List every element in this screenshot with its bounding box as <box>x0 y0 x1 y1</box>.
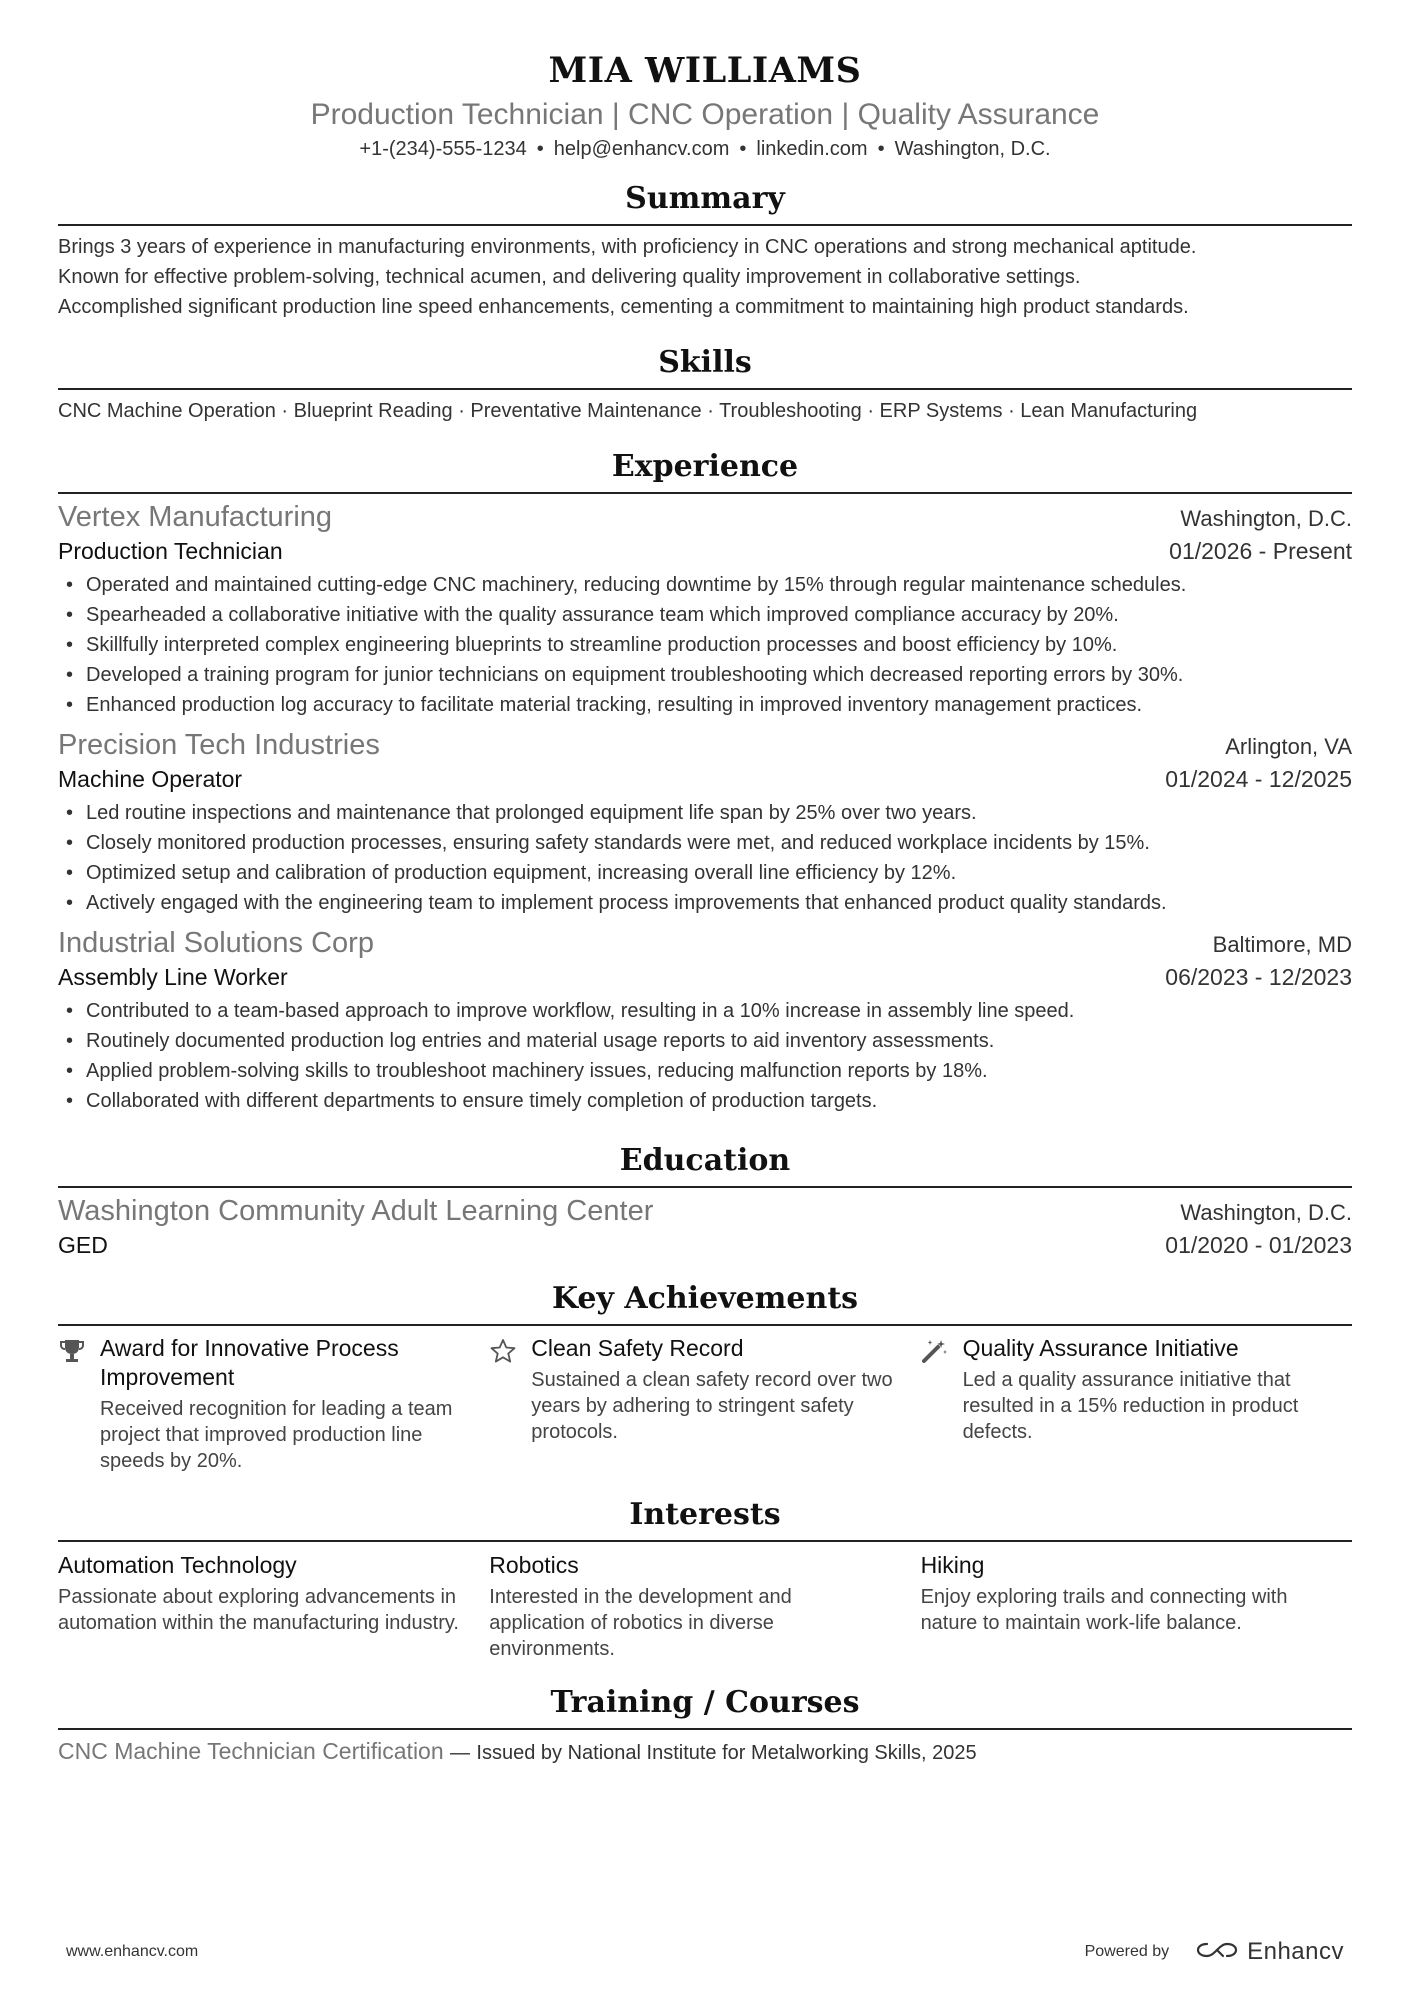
achievement-desc: Led a quality assurance initiative that resulted in a 15% reduction in product defects. <box>962 1369 1299 1443</box>
list-item: • Led routine inspections and maintenance that prolonged equipment life span by 25% over two years. <box>58 798 1352 828</box>
list-item: • Actively engaged with the engineering team to implement process improvements that enhanced product quality standards. <box>58 888 1352 918</box>
summary-text <box>58 232 1352 322</box>
education-dates: 01/2020 - 01/2023 <box>1165 1232 1352 1258</box>
job-location: Washington, D.C. <box>1180 506 1352 531</box>
course-name: CNC Machine Technician Certification <box>58 1738 444 1764</box>
section-heading-experience: Experience <box>58 448 1352 494</box>
linkedin-link[interactable]: linkedin.com <box>756 138 868 160</box>
interest-item <box>489 1550 920 1662</box>
trophy-icon <box>58 1334 100 1474</box>
list-item: • Spearheaded a collaborative initiative with the quality assurance team which improved compliance accuracy by 20%. <box>58 600 1352 630</box>
job-dates: 01/2024 - 12/2025 <box>1165 766 1352 792</box>
skills-section <box>58 344 1352 426</box>
interest-desc: Passionate about exploring advancements in automation within the manufacturing industry. <box>58 1586 459 1634</box>
list-item: • Closely monitored production processes, ensuring safety standards were met, and reduced workplace incidents by 15%. <box>58 828 1352 858</box>
achievement-item <box>921 1334 1352 1474</box>
list-item: • Contributed to a team-based approach to improve workflow, resulting in a 10% increase in assembly line speed. <box>58 996 1352 1026</box>
interest-desc: Interested in the development and application of robotics in diverse environments. <box>489 1586 792 1660</box>
list-item: • Applied problem-solving skills to troubleshoot machinery issues, reducing malfunction reports by 18%. <box>58 1056 1352 1086</box>
achievement-title: Award for Innovative Process Improvement <box>100 1335 399 1390</box>
section-heading-achievements: Key Achievements <box>58 1280 1352 1326</box>
interest-item <box>921 1550 1352 1662</box>
list-item: • Optimized setup and calibration of production equipment, increasing overall line efficiency by 12%. <box>58 858 1352 888</box>
job-dates: 01/2026 - Present <box>1169 538 1352 564</box>
job-company: Industrial Solutions Corp <box>58 927 374 959</box>
experience-section <box>58 448 1352 1116</box>
interest-title: Robotics <box>489 1552 579 1578</box>
job-role: Production Technician <box>58 538 283 564</box>
school-location: Washington, D.C. <box>1180 1200 1352 1225</box>
footer <box>66 1938 1344 1966</box>
list-item: • Developed a training program for junior technicians on equipment troubleshooting which decreased reporting errors by 30%. <box>58 660 1352 690</box>
list-item: • Routinely documented production log entries and material usage reports to aid inventory assessments. <box>58 1026 1352 1056</box>
achievement-item <box>58 1334 489 1474</box>
job-entry <box>58 498 1352 720</box>
brand-name: Enhancv <box>1247 1938 1344 1965</box>
degree: GED <box>58 1232 108 1258</box>
separator-dot: • <box>739 138 747 160</box>
course-entry <box>58 1736 1352 1768</box>
list-item: • Collaborated with different departments to ensure timely completion of production targets. <box>58 1086 1352 1116</box>
section-heading-summary: Summary <box>58 180 1352 226</box>
achievement-desc: Sustained a clean safety record over two years by adhering to stringent safety protocols. <box>531 1369 893 1443</box>
interests-section <box>58 1496 1352 1662</box>
job-bullets <box>58 996 1352 1116</box>
summary-line: Accomplished significant production line speed enhancements, cementing a commitment to maintaining high product standards. <box>58 296 1189 318</box>
job-entry <box>58 924 1352 1116</box>
list-item: • Operated and maintained cutting-edge CNC machinery, reducing downtime by 15% through regular maintenance schedules. <box>58 570 1352 600</box>
course-dash: — <box>450 1742 471 1764</box>
job-bullets <box>58 798 1352 918</box>
powered-by-label: Powered by <box>1084 1943 1170 1960</box>
achievements-grid <box>58 1334 1352 1474</box>
training-section <box>58 1684 1352 1768</box>
star-icon <box>489 1334 531 1474</box>
contact-line <box>58 136 1352 162</box>
job-role: Assembly Line Worker <box>58 964 288 990</box>
section-heading-skills: Skills <box>58 344 1352 390</box>
job-bullets <box>58 570 1352 720</box>
skills-list: CNC Machine Operation · Blueprint Reading · Preventative Maintenance · Troubleshooting · ERP Systems · Lean Manufacturing <box>58 400 1198 422</box>
job-company: Precision Tech Industries <box>58 729 380 761</box>
job-role: Machine Operator <box>58 766 243 792</box>
separator-dot: • <box>877 138 885 160</box>
job-company: Vertex Manufacturing <box>58 501 333 533</box>
education-entry <box>58 1192 1352 1260</box>
summary-line: Brings 3 years of experience in manufacturing environments, with proficiency in CNC operations and strong mechanical aptitude. <box>58 236 1197 258</box>
job-location: Baltimore, MD <box>1212 932 1352 957</box>
list-item: • Enhanced production log accuracy to facilitate material tracking, resulting in improved inventory management practices. <box>58 690 1352 720</box>
interest-item <box>58 1550 489 1662</box>
phone[interactable]: +1-(234)-555-1234 <box>359 138 527 160</box>
course-issuer: Issued by National Institute for Metalworking Skills, 2025 <box>476 1742 977 1764</box>
location: Washington, D.C. <box>894 138 1051 160</box>
summary-section <box>58 180 1352 322</box>
job-dates: 06/2023 - 12/2023 <box>1165 964 1352 990</box>
interest-title: Hiking <box>920 1552 985 1578</box>
enhancv-logo-icon <box>1195 1939 1239 1966</box>
footer-brand <box>1085 1938 1344 1966</box>
job-location: Arlington, VA <box>1225 734 1352 759</box>
achievements-section <box>58 1280 1352 1474</box>
interest-desc: Enjoy exploring trails and connecting with nature to maintain work-life balance. <box>920 1586 1288 1634</box>
section-heading-education: Education <box>58 1142 1352 1188</box>
school-name: Washington Community Adult Learning Center <box>58 1195 654 1227</box>
summary-line: Known for effective problem-solving, technical acumen, and delivering quality improvement in collaborative settings. <box>58 266 1081 288</box>
interests-grid <box>58 1550 1352 1662</box>
email-link[interactable]: help@enhancv.com <box>553 138 730 160</box>
candidate-title: Production Technician | CNC Operation | Quality Assurance <box>310 98 1100 131</box>
achievement-desc: Received recognition for leading a team project that improved production line speeds by 20%. <box>100 1398 453 1472</box>
achievement-title: Clean Safety Record <box>531 1335 744 1361</box>
job-entry <box>58 726 1352 918</box>
achievement-item <box>489 1334 920 1474</box>
magic-wand-icon <box>921 1334 963 1474</box>
achievement-title: Quality Assurance Initiative <box>962 1335 1239 1361</box>
footer-website-link[interactable]: www.enhancv.com <box>66 1943 199 1960</box>
separator-dot: • <box>536 138 544 160</box>
section-heading-training: Training / Courses <box>58 1684 1352 1730</box>
candidate-name: MIA WILLIAMS <box>548 50 862 91</box>
list-item: • Skillfully interpreted complex engineering blueprints to streamline production processes and boost efficiency by 10%. <box>58 630 1352 660</box>
education-section <box>58 1142 1352 1260</box>
section-heading-interests: Interests <box>58 1496 1352 1542</box>
interest-title: Automation Technology <box>58 1552 297 1578</box>
